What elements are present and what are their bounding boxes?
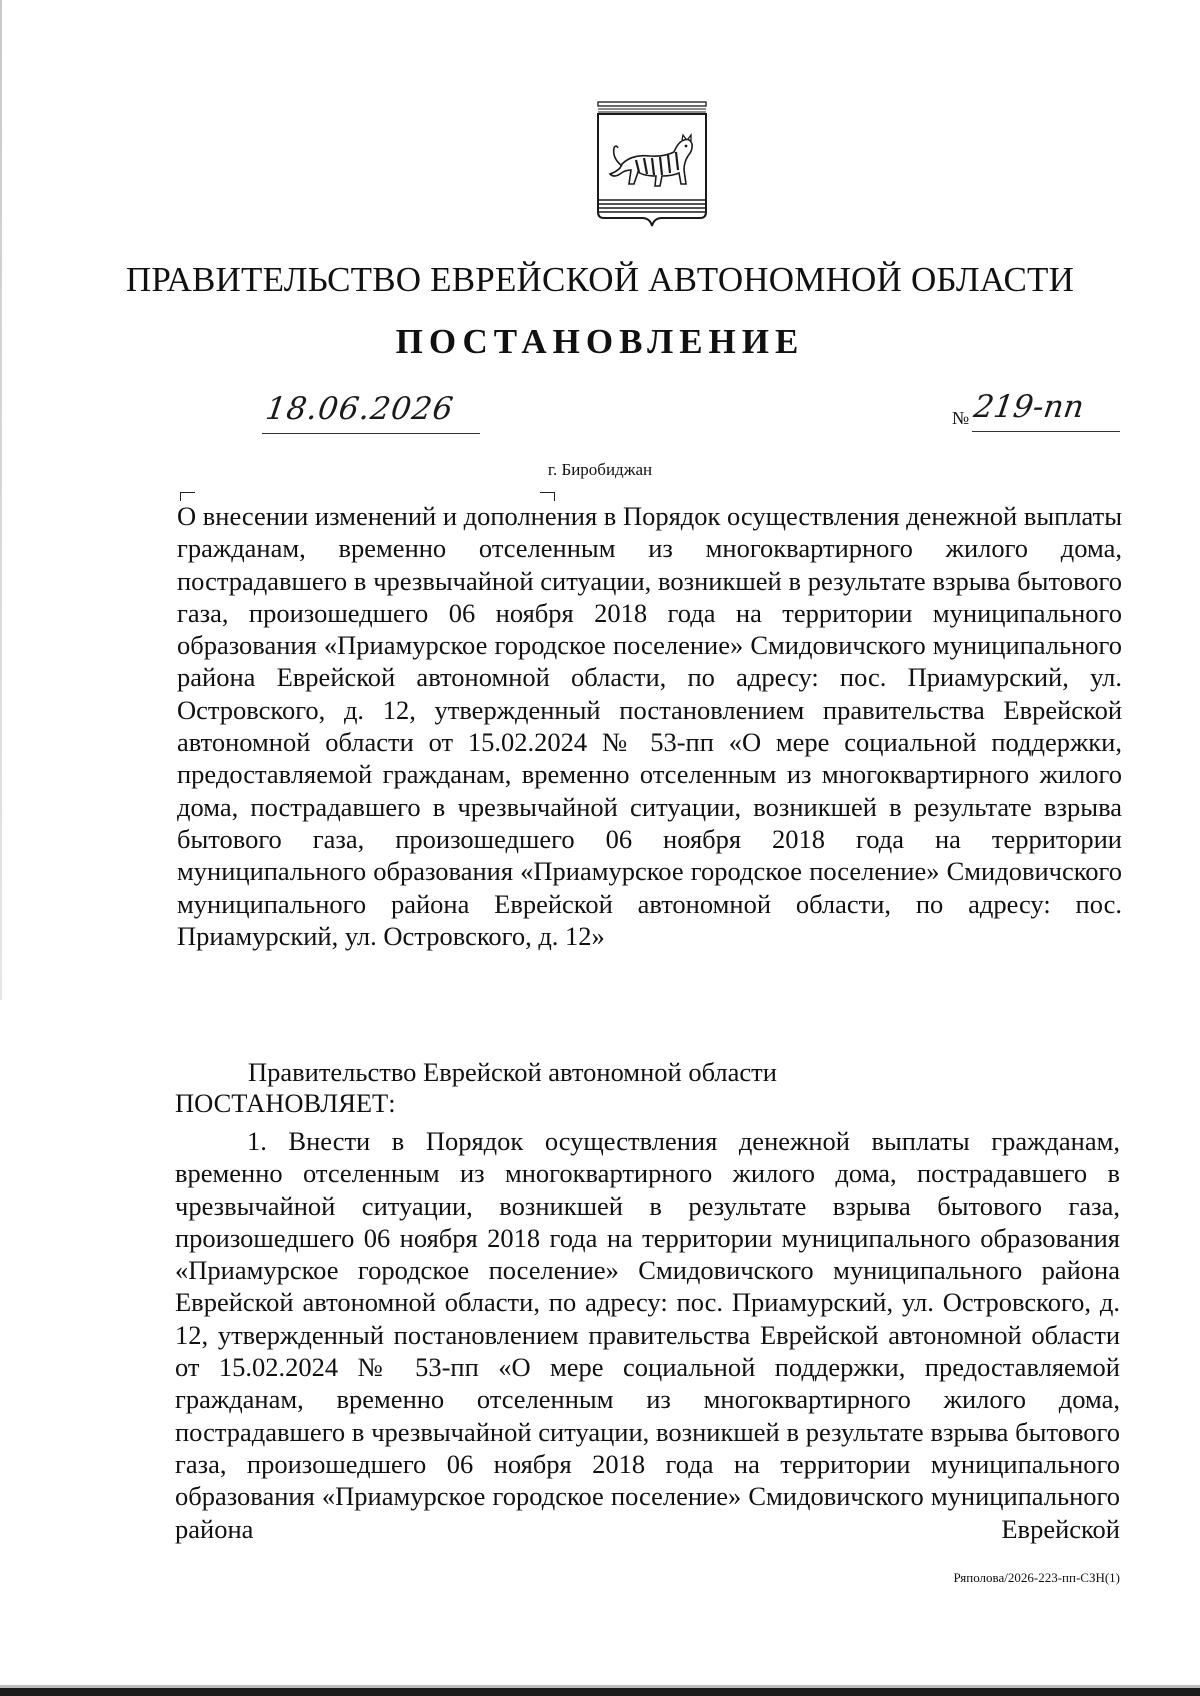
footer-reference: Ряполова/2026-223-пп-СЗН(1)	[953, 1570, 1120, 1585]
handwritten-number: 219-пп	[971, 389, 1087, 425]
scan-edge-left	[0, 0, 2, 1000]
city-line: г. Биробиджан	[547, 460, 653, 479]
decree-intro: Правительство Еврейской автономной области	[248, 1057, 777, 1087]
handwritten-date: 18.06.2026	[263, 391, 457, 427]
decree-point-1: 1. Внести в Порядок осуществления денежной выплаты гражданам, временно отселенным из многоквартирного жилого дома, пострадавшего в чрезвычайной ситуации, возникшей в результате взрыва бытового газа, произошедшего 06 ноября 2018 года на территории муниципального образования «Приамурское городское поселение» Смидовичского муниципального района Еврейской автономной области, по адресу: пос. Приамурский, ул. Островского, д. 12, утвержденный постановлением правительства Еврейской автономной области от 15.02.2024 № 53-пп «О мере социальной поддержки, предоставляемой гражданам, временно отселенным из многоквартирного жилого дома, пострадавшего в чрезвычайной ситуации, возникшей в результате взрыва бытового газа, произошедшего 06 ноября 2018 года на территории муниципального образования «Приамурское городское поселение» Смидовичского муниципального района Еврейской	[175, 1126, 1120, 1544]
document-type-title: ПОСТАНОВЛЕНИЕ	[395, 322, 805, 361]
date-field	[262, 393, 480, 434]
government-title: ПРАВИТЕЛЬСТВО ЕВРЕЙСКОЙ АВТОНОМНОЙ ОБЛАСТИ	[125, 260, 1075, 299]
scan-edge-bottom	[0, 1688, 1200, 1696]
number-field	[972, 391, 1120, 432]
coat-of-arms-tiger-icon	[592, 100, 712, 240]
document-subject: О внесении изменений и дополнения в Порядок осуществления денежной выплаты гражданам, временно отселенным из многоквартирного жилого дома, пострадавшего в чрезвычайной ситуации, возникшей в результате взрыва бытового газа, произошедшего 06 ноября 2018 года на территории муниципального образования «Приамурское городское поселение» Смидовичского муниципального района Еврейской автономной области, по адресу: пос. Приамурский, ул. Островского, д. 12, утвержденный постановлением правительства Еврейской автономной области от 15.02.2024 № 53-пп «О мере социальной поддержки, предоставляемой гражданам, временно отселенным из многоквартирного жилого дома, пострадавшего в чрезвычайной ситуации, возникшей в результате взрыва бытового газа, произошедшего 06 ноября 2018 года на территории муниципального образования «Приамурское городское поселение» Смидовичского муниципального района Еврейской автономной области, по адресу: пос. Приамурский, ул. Островского, д. 12»	[177, 501, 1122, 951]
decree-verb: ПОСТАНОВЛЯЕТ:	[175, 1088, 396, 1118]
number-sign: №	[952, 408, 970, 428]
